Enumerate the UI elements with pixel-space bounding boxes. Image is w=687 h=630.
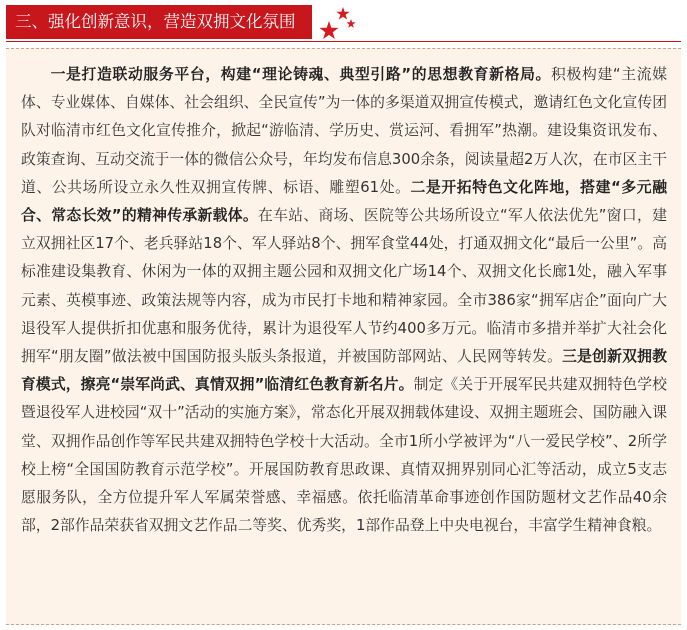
- point-two-text: 在车站、商场、医院等公共场所设立“军人依法优先”窗口，建立双拥社区17个、老兵驿站18个、军人驿站8个、拥军食堂44处，打通双拥文化“最后一公里”。高标准建设集教育、休闲为一体的双拥主题公园和双拥文化广场14个、双拥文化长廊1处，融入军事元素、英模事迹、政策法规等内容，成为市民打卡地和精神家园。全市386家“拥军店企”面向广大退役军人提供折扣优惠和服务优待，累计为退役军人节约400多万元。临清市多措并举扩大社会化拥军“朋友圈”做法被中国国防报头版头条报道，并被国防部网站、人民网等转发。: [21, 207, 667, 366]
- content-panel: [6, 48, 681, 625]
- point-two-heading: 二是开拓特色文化阵地，搭建“多元融合、常态长效”的精神传承新载体。: [21, 178, 667, 225]
- point-three-heading: 三是创新双拥教育模式，擦亮“崇军尚武、真情双拥”临清红色教育新名片。: [21, 348, 667, 394]
- point-one-heading: 一是打造联动服务平台，构建“理论铸魂、典型引路”的思想教育新格局。: [50, 66, 552, 83]
- medium-star-shape: [336, 7, 349, 20]
- small-star-shape: [346, 19, 355, 28]
- section-title: 三、强化创新意识，营造双拥文化氛围: [6, 5, 312, 39]
- body-paragraph: [21, 61, 667, 540]
- stars-decoration-icon: [316, 3, 358, 43]
- point-three-text: 制定《关于开展军民共建双拥特色学校暨退役军人进校园“双十”活动的实施方案》，常态化开展双拥载体建设、双拥主题班会、国防融入课堂、双拥作品创作等军民共建双拥特色学校十大活动。全市1所小学被评为“八一爱民学校”、2所学校上榜“全国国防教育示范学校”。开展国防教育思政课、真情双拥界别同心汇等活动，成立5支志愿服务队，全方位提升军人军属荣誉感、幸福感。依托临清革命事迹创作国防题材文艺作品40余部，2部作品荣获省双拥文艺作品二等奖、优秀奖，1部作品登上中央电视台，丰富学生精神食粮。: [21, 376, 667, 535]
- large-star-shape: [320, 21, 339, 39]
- header-underline: [6, 41, 681, 42]
- point-one-text: 积极构建“主流媒体、专业媒体、自媒体、社会组织、全民宣传”为一体的多渠道双拥宣传模式，邀请红色文化宣传团队对临清市红色文化宣传推介，掀起“游临清、学历史、赏运河、看拥军”热潮。建设集资讯发布、政策查询、互动交流于一体的微信公众号，年均发布信息300余条，阅读量超2万人次，在市区主干道、公共场所设立永久性双拥宣传牌、标语、雕塑61处。: [21, 66, 668, 196]
- section-header: [0, 0, 687, 44]
